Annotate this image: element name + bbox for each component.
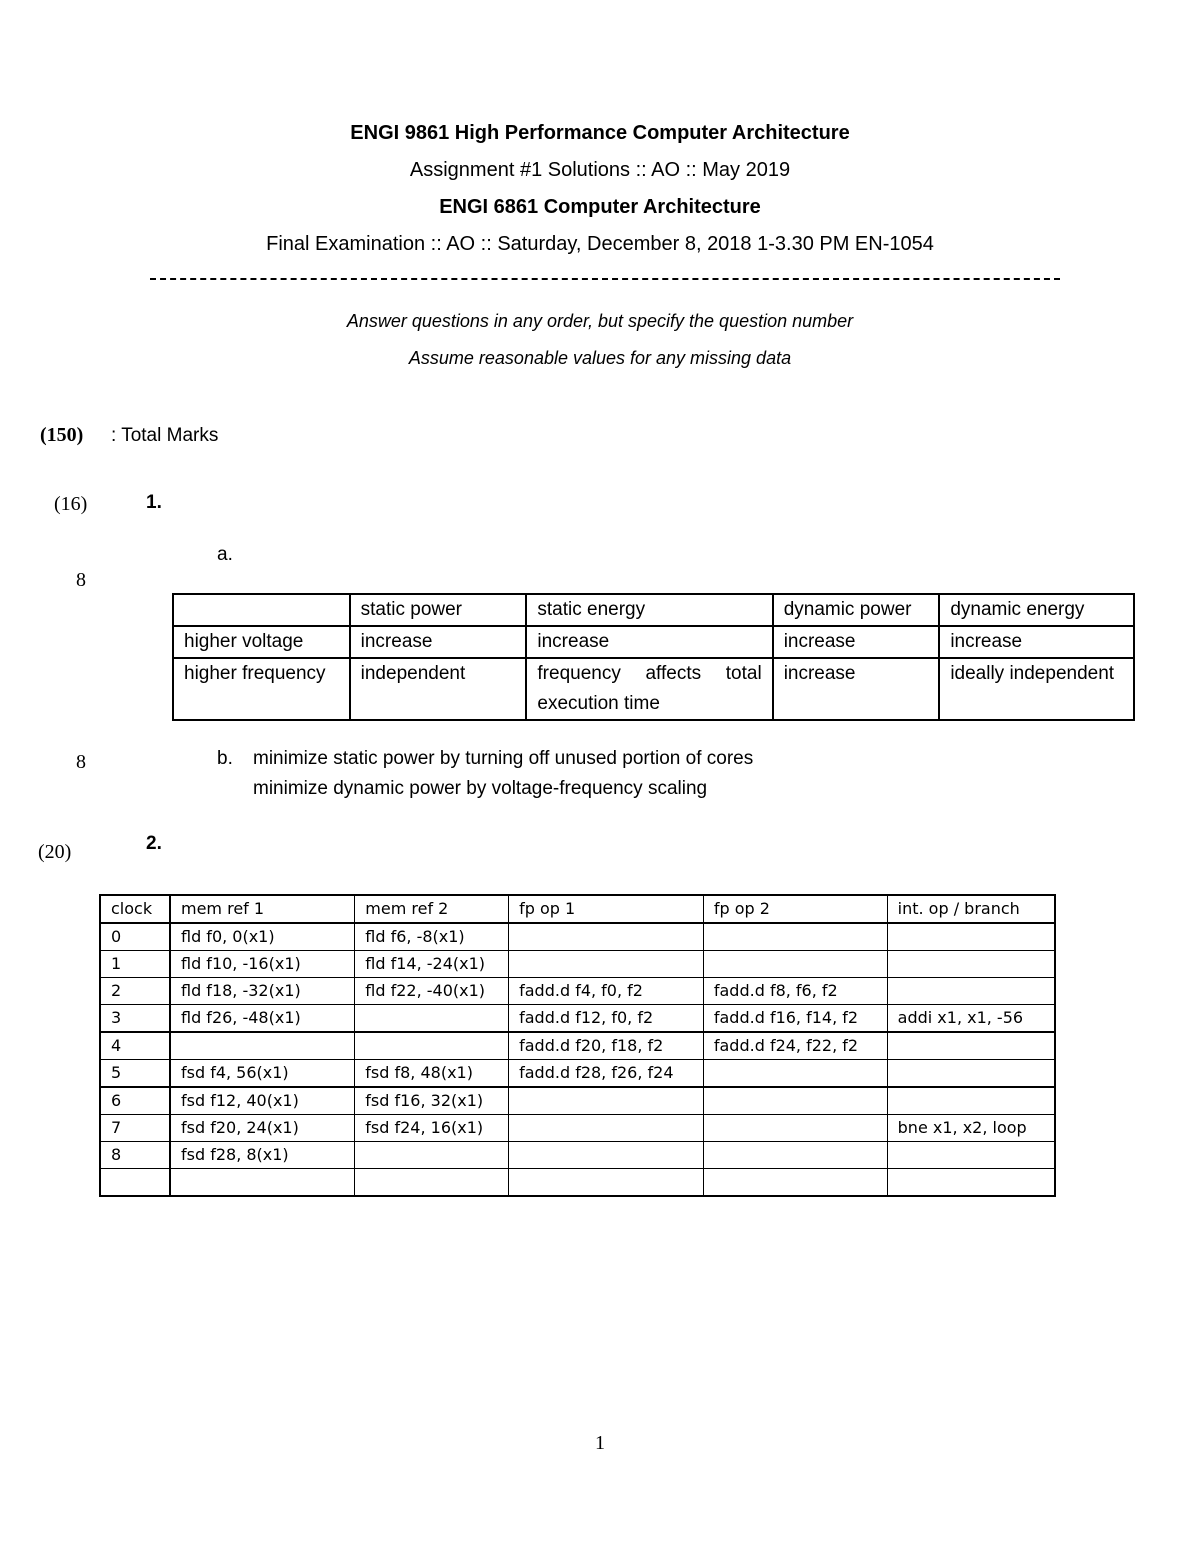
course-title: ENGI 6861 Computer Architecture xyxy=(439,196,761,218)
table-row xyxy=(100,1169,1055,1197)
q2-number: 2. xyxy=(146,833,162,854)
table-cell xyxy=(887,1060,1055,1088)
table-cell xyxy=(887,1169,1055,1197)
table-cell: increase xyxy=(773,626,940,658)
q1b-line-1: minimize static power by turning off unused portion of cores xyxy=(253,748,754,769)
table-cell: fadd.d f8, f6, f2 xyxy=(703,978,887,1005)
table-cell xyxy=(355,1005,509,1033)
table-cell xyxy=(703,1169,887,1197)
table-cell: fld f22, -40(x1) xyxy=(355,978,509,1005)
table-cell xyxy=(703,1087,887,1115)
table-header-cell xyxy=(173,594,350,626)
table-cell xyxy=(509,1087,704,1115)
table-cell: fld f26, -48(x1) xyxy=(170,1005,355,1033)
table-header-cell: mem ref 2 xyxy=(355,895,509,923)
table-cell xyxy=(170,1169,355,1197)
table-cell: frequency affects total execution time xyxy=(526,658,772,720)
table-cell xyxy=(509,923,704,951)
table-cell: fsd f24, 16(x1) xyxy=(355,1115,509,1142)
table-cell: fld f0, 0(x1) xyxy=(170,923,355,951)
table-header-cell: int. op / branch xyxy=(887,895,1055,923)
table-cell: 5 xyxy=(100,1060,170,1088)
exam-details: Final Examination :: AO :: Saturday, December 8, 2018 1-3.30 PM EN-1054 xyxy=(266,233,934,255)
table-cell: 7 xyxy=(100,1115,170,1142)
table-cell: increase xyxy=(350,626,527,658)
table-cell: 1 xyxy=(100,951,170,978)
table-cell: independent xyxy=(350,658,527,720)
table-cell: higher frequency xyxy=(173,658,350,720)
table-row xyxy=(100,1005,1055,1033)
instruction-line-1: Answer questions in any order, but specify the question number xyxy=(346,311,854,331)
table-cell xyxy=(170,1032,355,1060)
q1-number: 1. xyxy=(146,492,162,513)
table-row xyxy=(100,1115,1055,1142)
table-cell xyxy=(887,978,1055,1005)
table-cell xyxy=(887,1142,1055,1169)
table-cell: fld f10, -16(x1) xyxy=(170,951,355,978)
table-cell: fld f18, -32(x1) xyxy=(170,978,355,1005)
table-cell: fadd.d f12, f0, f2 xyxy=(509,1005,704,1033)
table-header-cell: fp op 2 xyxy=(703,895,887,923)
q1b-marks: 8 xyxy=(76,751,86,773)
table-cell: fld f14, -24(x1) xyxy=(355,951,509,978)
table-cell: fadd.d f20, f18, f2 xyxy=(509,1032,704,1060)
table-cell: increase xyxy=(939,626,1134,658)
table-cell: addi x1, x1, -56 xyxy=(887,1005,1055,1033)
table-cell: increase xyxy=(773,658,940,720)
table-header-cell: static energy xyxy=(526,594,772,626)
table-header-row xyxy=(100,895,1055,923)
table-header-cell: fp op 1 xyxy=(509,895,704,923)
table-header-cell: clock xyxy=(100,895,170,923)
table-cell: fadd.d f4, f0, f2 xyxy=(509,978,704,1005)
q1a-marks: 8 xyxy=(76,569,86,591)
table-cell: 0 xyxy=(100,923,170,951)
table-cell: fadd.d f16, f14, f2 xyxy=(703,1005,887,1033)
table-cell: fsd f4, 56(x1) xyxy=(170,1060,355,1088)
table-row xyxy=(100,1060,1055,1088)
table-row xyxy=(100,1032,1055,1060)
table-cell: 6 xyxy=(100,1087,170,1115)
table-cell xyxy=(355,1142,509,1169)
table-cell: fsd f28, 8(x1) xyxy=(170,1142,355,1169)
table-row xyxy=(100,978,1055,1005)
table-cell xyxy=(703,1060,887,1088)
table-row xyxy=(100,1087,1055,1115)
table-row xyxy=(173,658,1134,720)
table-cell: 4 xyxy=(100,1032,170,1060)
table-cell: higher voltage xyxy=(173,626,350,658)
table-row xyxy=(173,626,1134,658)
table-cell: fadd.d f24, f22, f2 xyxy=(703,1032,887,1060)
q1b-label: b. xyxy=(217,748,233,769)
instruction-line-2: Assume reasonable values for any missing data xyxy=(408,348,792,368)
table-cell xyxy=(887,1032,1055,1060)
schedule-table xyxy=(99,894,1056,1197)
table-cell xyxy=(509,1169,704,1197)
table-cell xyxy=(887,1087,1055,1115)
table-cell: fsd f12, 40(x1) xyxy=(170,1087,355,1115)
document-title: ENGI 9861 High Performance Computer Architecture xyxy=(350,122,850,144)
table-header-cell: dynamic power xyxy=(773,594,940,626)
table-cell xyxy=(509,951,704,978)
q1-marks: (16) xyxy=(54,493,88,515)
table-cell: fld f6, -8(x1) xyxy=(355,923,509,951)
dashed-divider xyxy=(150,278,1060,280)
table-cell xyxy=(703,923,887,951)
page-number: 1 xyxy=(595,1432,605,1454)
table-row xyxy=(100,951,1055,978)
table-cell xyxy=(703,951,887,978)
table-cell xyxy=(703,1115,887,1142)
table-cell xyxy=(703,1142,887,1169)
table-header-cell: static power xyxy=(350,594,527,626)
table-row xyxy=(100,1142,1055,1169)
table-cell: ideally independent xyxy=(939,658,1134,720)
power-energy-table xyxy=(172,593,1135,721)
table-cell: fsd f20, 24(x1) xyxy=(170,1115,355,1142)
table-cell xyxy=(100,1169,170,1197)
table-cell: 8 xyxy=(100,1142,170,1169)
table-cell xyxy=(509,1115,704,1142)
q1a-label: a. xyxy=(217,544,233,565)
table-cell: fsd f16, 32(x1) xyxy=(355,1087,509,1115)
table-cell: increase xyxy=(526,626,772,658)
table-header-cell: dynamic energy xyxy=(939,594,1134,626)
table-row xyxy=(100,923,1055,951)
table-cell: bne x1, x2, loop xyxy=(887,1115,1055,1142)
document-subtitle: Assignment #1 Solutions :: AO :: May 2019 xyxy=(409,159,791,181)
table-cell xyxy=(355,1169,509,1197)
total-marks-label: : Total Marks xyxy=(111,425,219,446)
table-cell xyxy=(887,951,1055,978)
table-cell xyxy=(887,923,1055,951)
table-cell: 2 xyxy=(100,978,170,1005)
table-cell xyxy=(355,1032,509,1060)
q1b-line-2: minimize dynamic power by voltage-frequency scaling xyxy=(253,778,708,799)
table-cell: fsd f8, 48(x1) xyxy=(355,1060,509,1088)
total-marks-value: (150) xyxy=(40,424,84,446)
table-cell xyxy=(509,1142,704,1169)
table-cell: fadd.d f28, f26, f24 xyxy=(509,1060,704,1088)
table-header-row xyxy=(173,594,1134,626)
table-header-cell: mem ref 1 xyxy=(170,895,355,923)
q2-marks: (20) xyxy=(38,841,72,863)
table-cell: 3 xyxy=(100,1005,170,1033)
